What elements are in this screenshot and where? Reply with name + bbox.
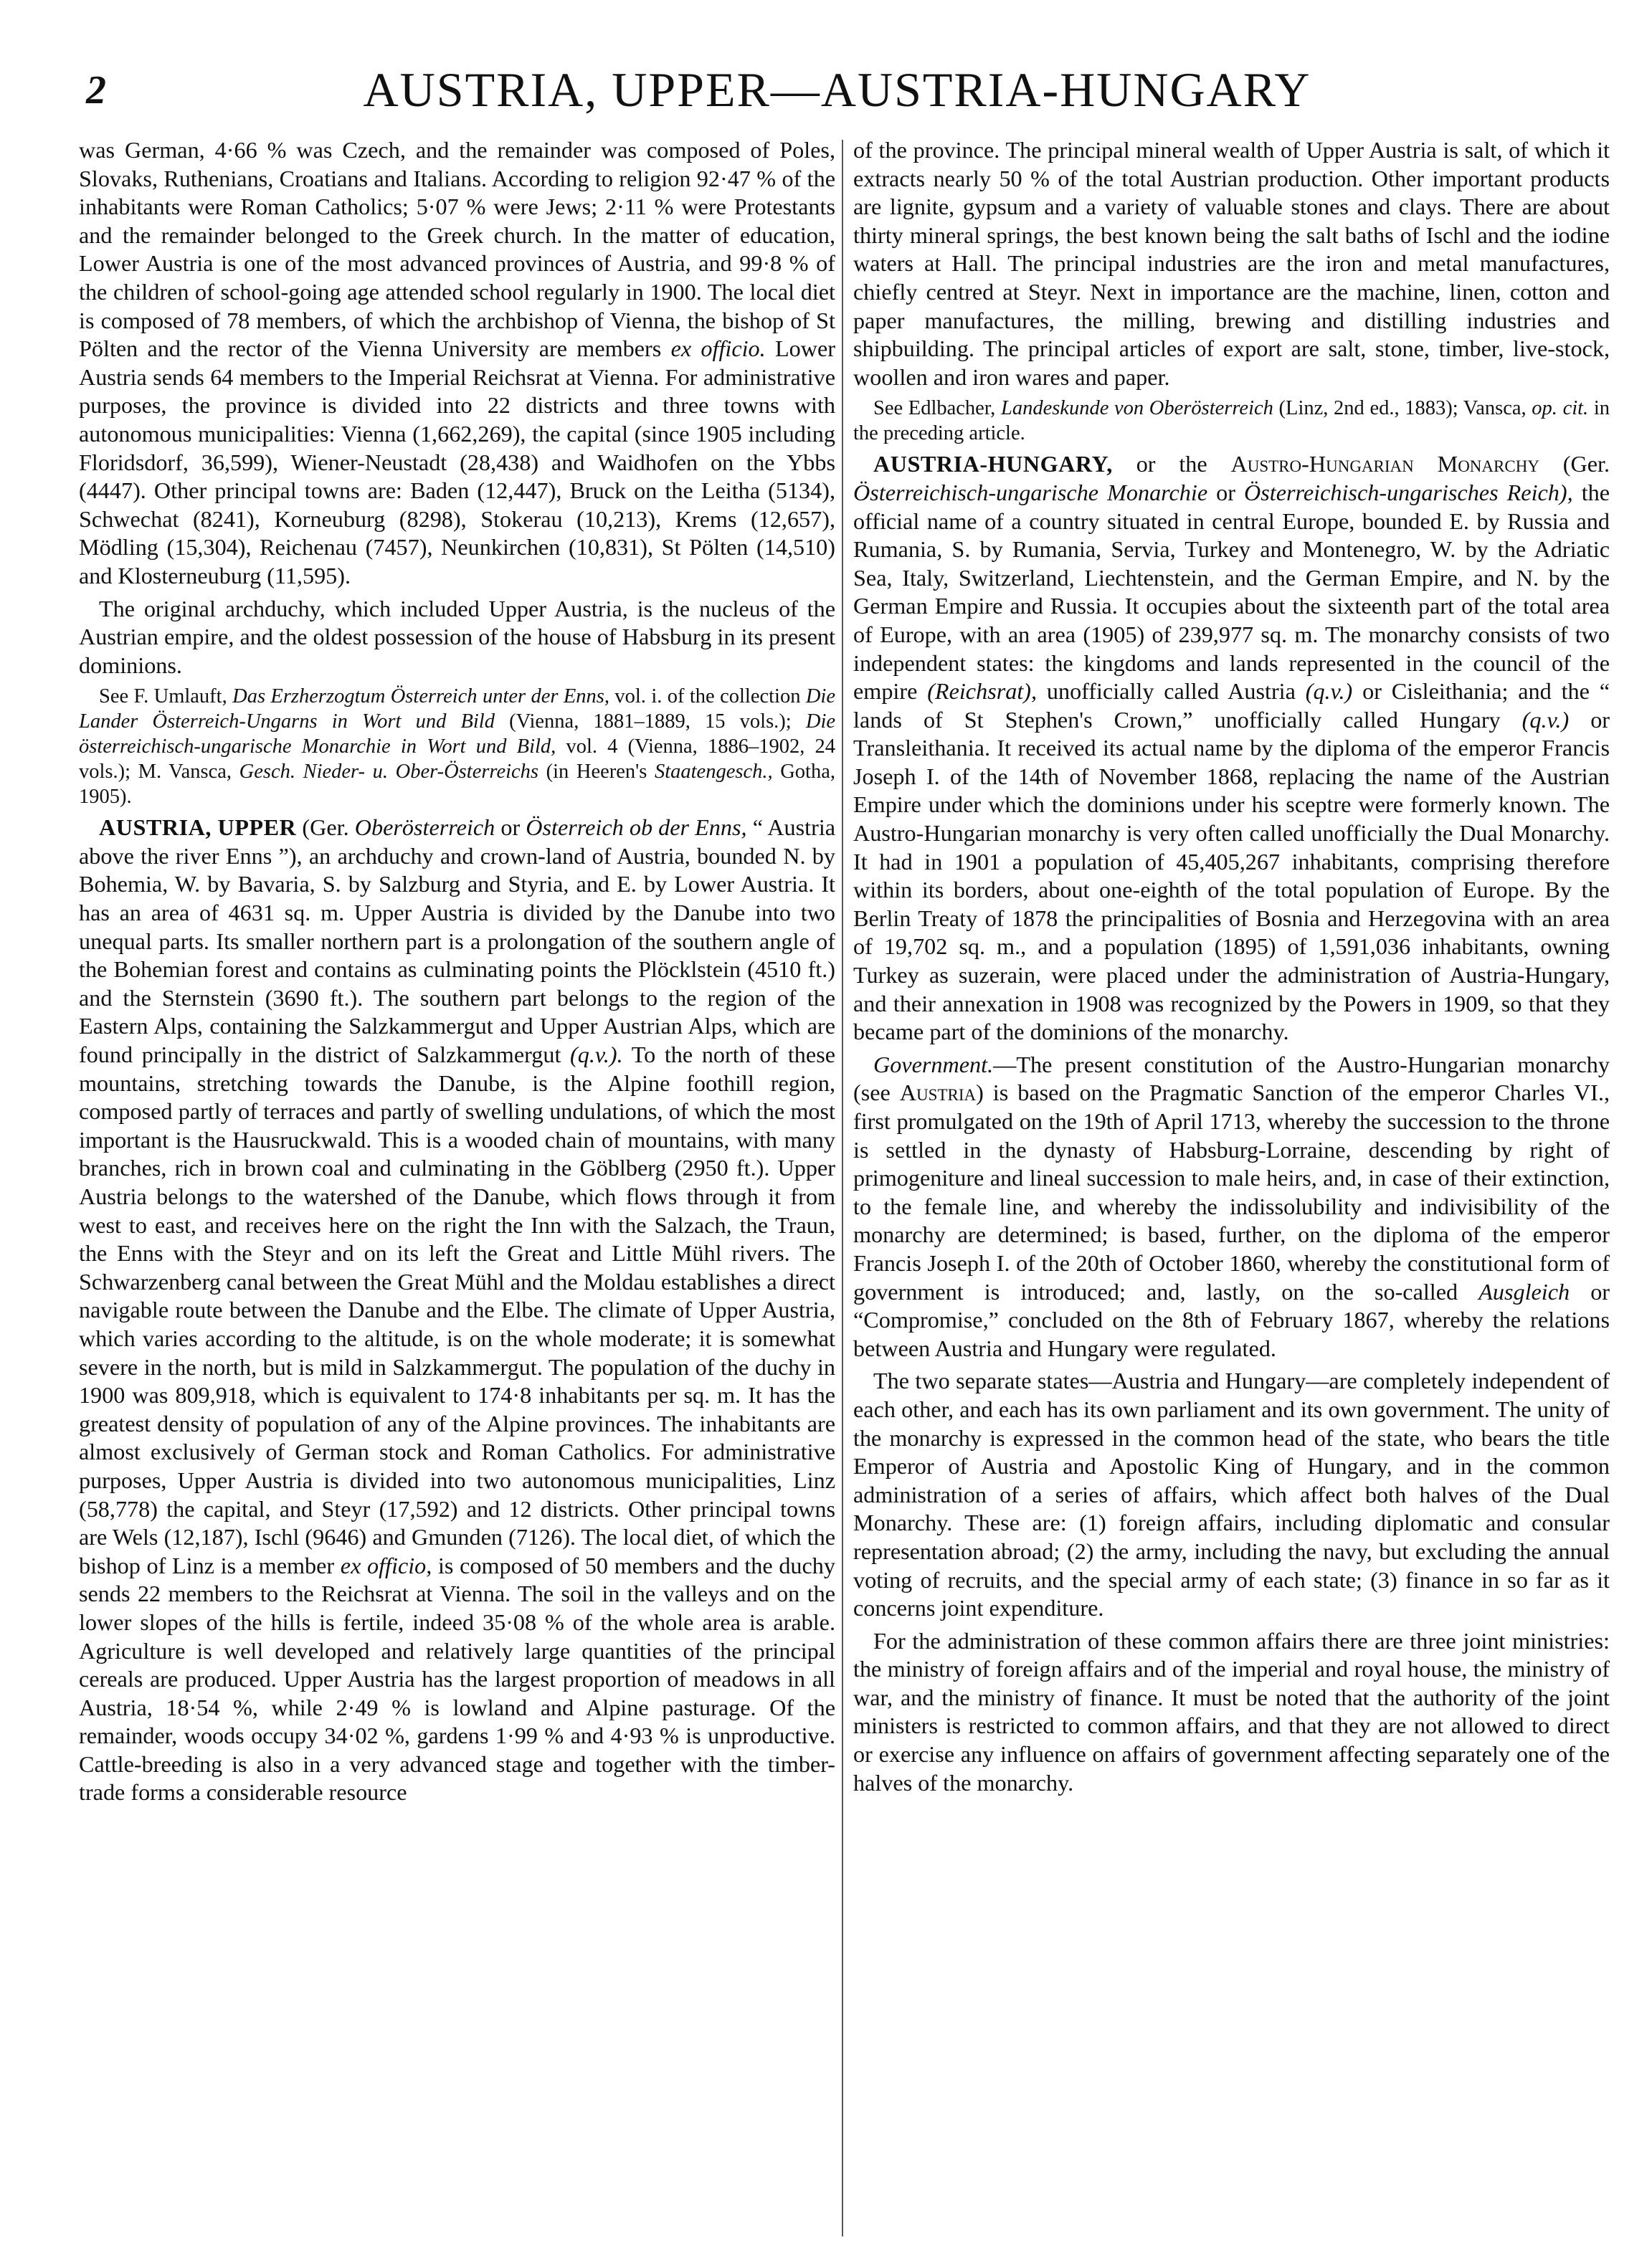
page-number: 2 — [86, 68, 106, 113]
paragraph-joint-ministries: For the administration of these common affairs there are three joint ministries: the ministry of foreign affairs and of the imperial and royal house, the ministry of war, and the ministry of finance. It must be noted that the authority of the joint ministers is restricted to common affairs, and that they are not allowed to direct or exercise any influence on affairs of government affecting separately one of the halves of the monarchy. — [853, 1627, 1610, 1796]
paragraph-two-states: The two separate states—Austria and Hungary—are completely independent of each other, and each has its own parliament and its own government. The unity of the monarchy is expressed in the common head of the state, who bears the title Emperor of Austria and Apostolic King of Hungary, and in the common administration of a series of affairs, which affect both halves of the Dual Monarchy. These are: (1) foreign affairs, including diplomatic and consular representation abroad; (2) the army, including the navy, but excluding the annual voting of recruits, and the special army of each state; (3) finance in so far as it concerns joint expenditure. — [853, 1368, 1610, 1621]
left-column — [79, 136, 835, 2244]
bibliography-note-upper-austria: See Edlbacher, Landeskunde von Oberösterreich (Linz, 2nd ed., 1883); Vansca, op. cit. in the preceding article. — [853, 397, 1610, 445]
paragraph-lower-austria-continued: was German, 4·66 % was Czech, and the remainder was composed of Poles, Slovaks, Ruthenians, Croatians and Italians. According to religion 92·47 % of the inhabitants were Roman Catholics; 5·07 % were Jews; 2·11 % were Protestants and the remainder belonged to the Greek church. In the matter of education, Lower Austria is one of the most advanced provinces of Austria, and 99·8 % of the children of school-going age attended school regularly in 1900. The local diet is composed of 78 members, of which the archbishop of Vienna, the bishop of St Pölten and the rector of the Vienna University are members ex officio. Lower Austria sends 64 members to the Imperial Reichsrat at Vienna. For administrative purposes, the province is divided into 22 districts and three towns with autonomous municipalities: Vienna (1,662,269), the capital (since 1905 including Floridsdorf, 36,599), Wiener-Neustadt (28,438) and Waidhofen on the Ybbs (4447). Other principal towns are: Baden (12,447), Bruck on the Leitha (5134), Schwechat (8241), Korneuburg (8298), Stokerau (10,213), Krems (12,657), Mödling (15,304), Reichenau (7457), Neunkirchen (10,831), St Pölten (14,510) and Klosterneuburg (11,595). — [79, 137, 835, 589]
article-heading-austria-upper: AUSTRIA, UPPER — [99, 814, 297, 841]
section-label-government: Government. — [873, 1051, 994, 1077]
paragraph-original-archduchy: The original archduchy, which included Upper Austria, is the nucleus of the Austrian empire, and the oldest possession of the house of Habsburg in its present dominions. — [79, 595, 835, 678]
article-heading-austria-hungary: AUSTRIA-HUNGARY, — [873, 451, 1113, 477]
bibliography-note-lower-austria: See F. Umlauft, Das Erzherzogtum Österreich unter der Enns, vol. i. of the collection Die Lander Österreich-Ungarns in Wort und Bild (Vienna, 1881–1889, 15 vols.); Die österreichisch-ungarische Monarchie in Wort und Bild, vol. 4 (Vienna, 1886–1902, 24 vols.); M. Vansca, Gesch. Nieder- u. Ober-Österreichs (in Heeren's Staatengesch., Gotha, 1905). — [79, 685, 835, 809]
column-divider — [842, 140, 843, 2236]
running-title: AUSTRIA, UPPER—AUSTRIA-HUNGARY — [363, 62, 1311, 117]
article-austria-upper: AUSTRIA, UPPER (Ger. Oberösterreich or Österreich ob der Enns, “ Austria above the river Enns ”), an archduchy and crown-land of Austria, bounded N. by Bohemia, W. by Bavaria, S. by Salzburg and Styria, and E. by Lower Austria. It has an area of 4631 sq. m. Upper Austria is divided by the Danube into two unequal parts. Its smaller northern part is a prolongation of the southern angle of the Bohemian forest and contains as culminating points the Plöcklstein (4510 ft.) and the Sternstein (3690 ft.). The southern part belongs to the region of the Eastern Alps, containing the Salzkammergut and Upper Austrian Alps, which are found principally in the district of Salzkammergut (q.v.). To the north of these mountains, stretching towards the Danube, is the Alpine foothill region, composed partly of terraces and partly of swelling undulations, of which the most important is the Hausruckwald. This is a wooded chain of mountains, with many branches, rich in brown coal and culminating in the Göblberg (2950 ft.). Upper Austria belongs to the watershed of the Danube, which flows through it from west to east, and receives here on the right the Inn with the Salzach, the Traun, the Enns with the Steyr and on its left the Great and Little Mühl rivers. The Schwarzenberg canal between the Great Mühl and the Moldau establishes a direct navigable route between the Danube and the Elbe. The climate of Upper Austria, which varies according to the altitude, is on the whole moderate; it is somewhat severe in the north, but is mild in Salzkammergut. The population of the duchy in 1900 was 809,918, which is equivalent to 174·8 inhabitants per sq. m. It has the greatest density of population of any of the Alpine provinces. The inhabitants are almost exclusively of German stock and Roman Catholics. For administrative purposes, Upper Austria is divided into two autonomous municipalities, Linz (58,778) the capital, and Steyr (17,592) and 12 districts. Other principal towns are Wels (12,187), Ischl (9646) and Gmunden (7126). The local diet, of which the bishop of Linz is a member ex officio, is composed of 50 members and the duchy sends 22 members to the Reichsrat at Vienna. The soil in the valleys and on the lower slopes of the hills is fertile, indeed 35·08 % of the whole area is arable. Agriculture is well developed and relatively large quantities of the principal cereals are produced. Upper Austria has the largest proportion of meadows in all Austria, 18·54 %, while 2·49 % is lowland and Alpine pasturage. Of the remainder, woods occupy 34·02 %, gardens 1·99 % and 4·93 % is unproductive. Cattle-breeding is also in a very advanced stage and together with the timber-trade forms a considerable resource — [79, 814, 835, 1806]
page-header — [79, 62, 1595, 119]
right-column — [853, 136, 1610, 2244]
article-austria-hungary: AUSTRIA-HUNGARY, or the Austro-Hungarian Monarchy (Ger. Österreichisch-ungarische Monarchie or Österreichisch-ungarisches Reich), the official name of a country situated in central Europe, bounded E. by Russia and Rumania, S. by Rumania, Servia, Turkey and Montenegro, W. by the Adriatic Sea, Italy, Switzerland, Liechtenstein, and the German Empire, and N. by the German Empire and Russia. It occupies about the sixteenth part of the total area of Europe, with an area (1905) of 239,977 sq. m. The monarchy consists of two independent states: the kingdoms and lands represented in the council of the empire (Reichsrat), unofficially called Austria (q.v.) or Cisleithania; and the “ lands of St Stephen's Crown,” unofficially called Hungary (q.v.) or Transleithania. It received its actual name by the diploma of the emperor Francis Joseph I. of the 14th of November 1868, replacing the name of the Austrian Empire under which the dominions under his sceptre were formerly known. The Austro-Hungarian monarchy is very often called unofficially the Dual Monarchy. It had in 1901 a population of 45,405,267 inhabitants, comprising therefore within its borders, about one-eighth of the total population of Europe. By the Berlin Treaty of 1878 the principalities of Bosnia and Herzegovina with an area of 19,702 sq. m., and a population (1895) of 1,591,036 inhabitants, owning Turkey as suzerain, were placed under the administration of Austria-Hungary, and their annexation in 1908 was recognized by the Powers in 1909, so that they became part of the dominions of the monarchy. — [853, 451, 1610, 1045]
paragraph-upper-austria-continued: of the province. The principal mineral wealth of Upper Austria is salt, of which it extracts nearly 50 % of the total Austrian production. Other important products are lignite, gypsum and a variety of valuable stones and clays. There are about thirty mineral springs, the best known being the salt baths of Ischl and the iodine waters at Hall. The principal industries are the iron and metal manufactures, chiefly centred at Steyr. Next in importance are the machine, linen, cotton and paper manufactures, the milling, brewing and distilling industries and shipbuilding. The principal articles of export are salt, stone, timber, live-stock, woollen and iron wares and paper. — [853, 137, 1610, 390]
section-government: Government.—The present constitution of the Austro-Hungarian monarchy (see Austria) is based on the Pragmatic Sanction of the emperor Charles VI., first promulgated on the 19th of April 1713, whereby the succession to the throne is settled in the dynasty of Habsburg-Lorraine, descending by right of primogeniture and lineal succession to male heirs, and, in case of their extinction, to the female line, and whereby the indissolubility and indivisibility of the monarchy are determined; is based, further, on the diploma of the emperor Francis Joseph I. of the 20th of October 1860, whereby the constitutional form of government is introduced; and, lastly, on the so-called Ausgleich or “Compromise,” concluded on the 8th of February 1867, whereby the relations between Austria and Hungary were regulated. — [853, 1051, 1610, 1361]
